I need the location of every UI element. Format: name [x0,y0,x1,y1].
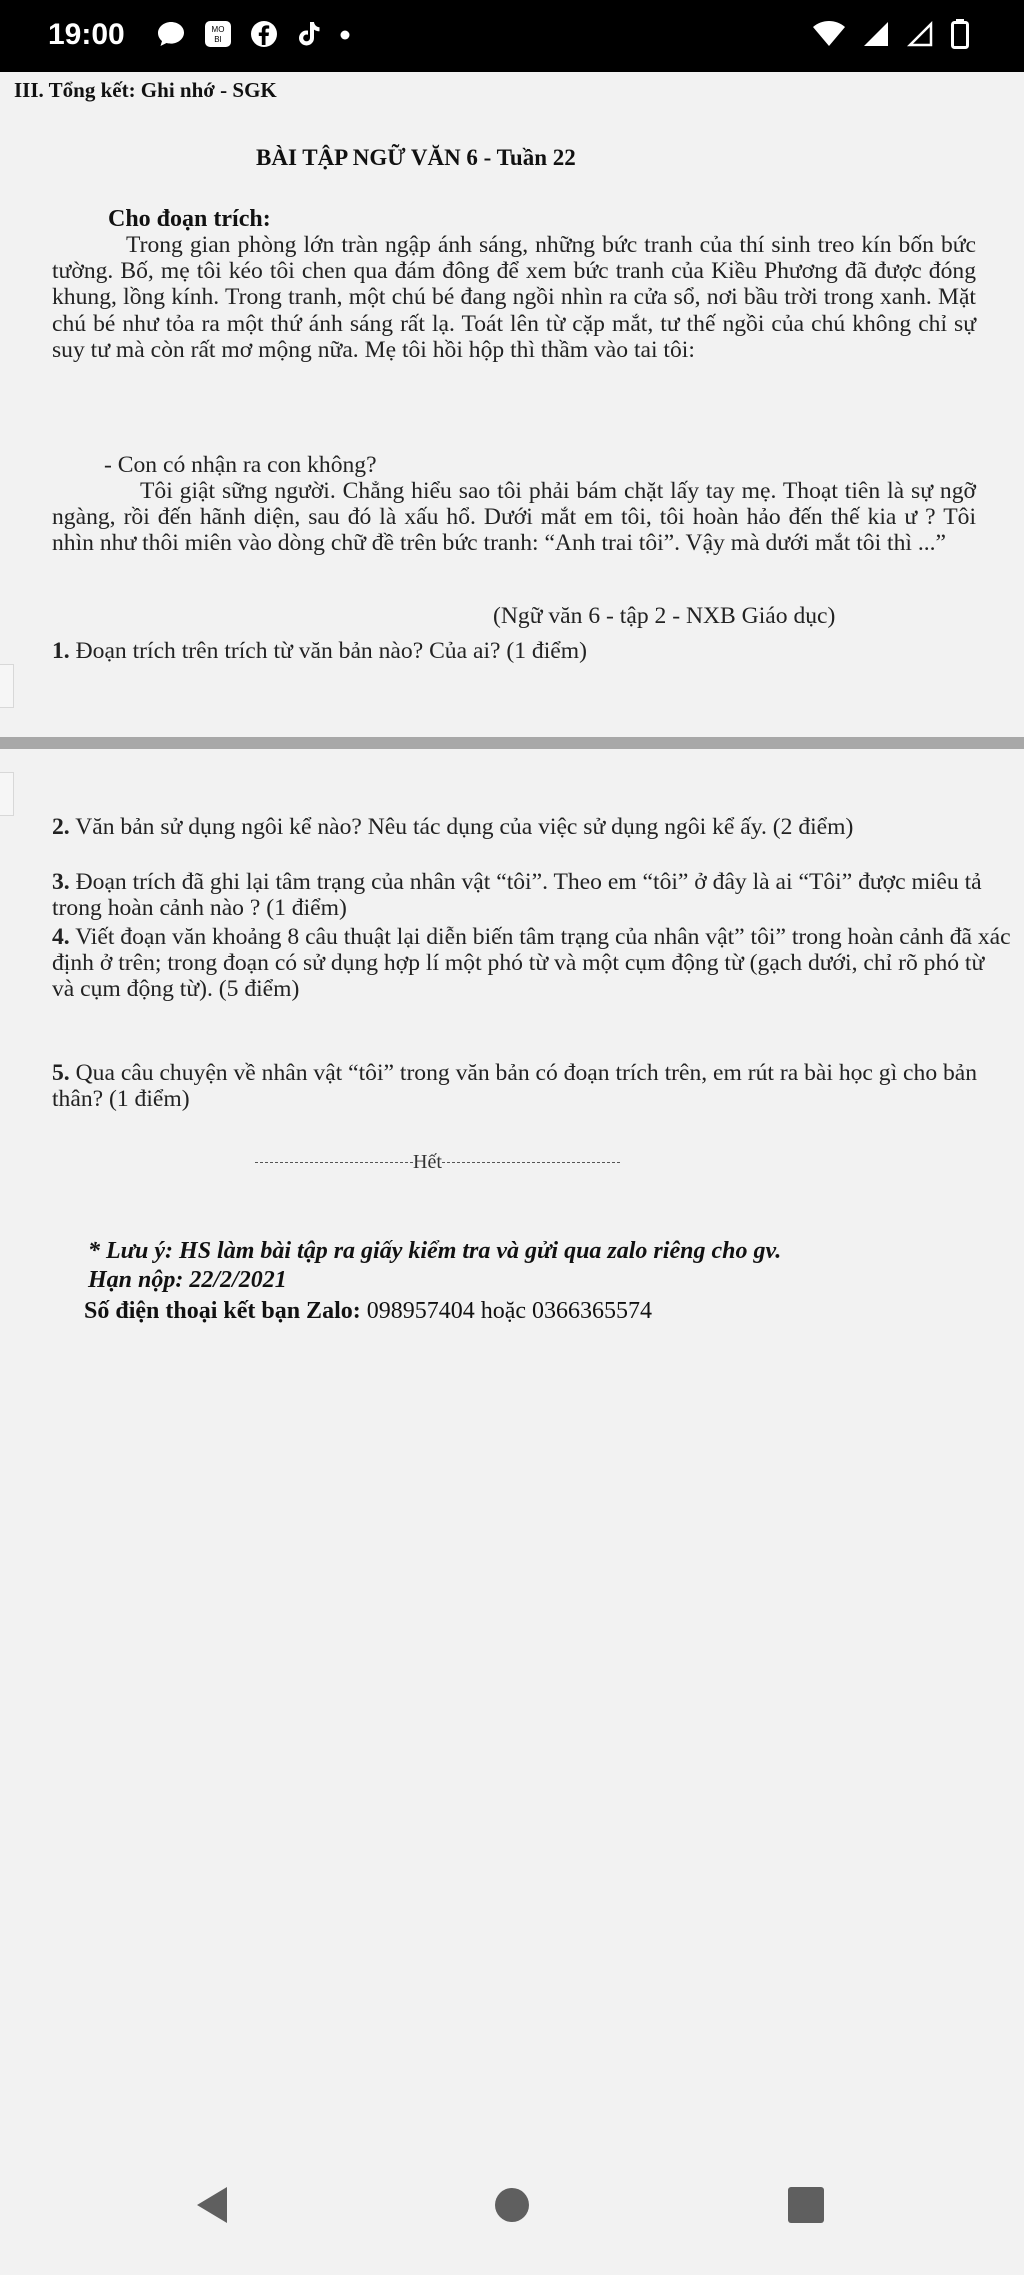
question-text: Viết đoạn văn khoảng 8 câu thuật lại diễn biến tâm trạng của nhân vật” tôi” trong hoàn cảnh đã xác định ở trên; trong đoạn có sử dụng hợp lí một phó từ và một cụm động từ (gạch dưới, chỉ rõ phó từ và cụm động từ). (5 điểm) [52,924,1011,1003]
section-title: III. Tổng kết: Ghi nhớ - SGK [14,78,277,102]
excerpt-paragraph-1: Trong gian phòng lớn tràn ngập ánh sáng, những bức tranh của thí sinh treo kín bốn bức tường. Bố, mẹ tôi kéo tôi chen qua đám đông để xem bức tranh của Kiều Phương đã được đóng khung, lồng kính. Trong tranh, một chú bé đang ngồi nhìn ra cửa sổ, nơi bầu trời trong xanh. Mặt chú bé như tỏa ra một thứ ánh sáng rất lạ. Toát lên từ cặp mắt, tư thế ngồi của chú không chỉ sự suy tư mà còn rất mơ mộng nữa. Mẹ tôi hồi hộp thì thầm vào tai tôi: [52,232,976,363]
question-text: Văn bản sử dụng ngôi kể nào? Nêu tác dụng của việc sử dụng ngôi kể ấy. (2 điểm) [75,814,854,840]
back-icon [183,2175,243,2235]
home-button[interactable] [482,2175,542,2235]
signal-empty-icon [906,19,934,54]
svg-text:MO: MO [211,25,225,34]
question-5 [52,1060,1012,1112]
excerpt-paragraph-2: Tôi giật sững người. Chẳng hiểu sao tôi phải bám chặt lấy tay mẹ. Thoạt tiên là sự ngỡ ngàng, rồi đến hãnh diện, sau đó là xấu hổ. Dưới mắt em tôi, tôi hoàn hảo đến thế kia ư ? Tôi nhìn như thôi miên vào dòng chữ đề trên bức tranh: “Anh trai tôi”. Vậy mà dưới mắt tôi thì ...” [52,478,976,557]
signal-icon [862,19,890,54]
question-number: 4. [52,924,70,950]
page-edge-marker [0,772,14,816]
page-divider [0,737,1024,749]
home-icon [482,2175,542,2235]
page-edge-marker [0,664,14,708]
system-icons [812,18,970,55]
wifi-icon [812,19,846,54]
svg-text:BI: BI [214,35,222,44]
dashed-rule [255,1162,413,1163]
phone-label: Số điện thoại kết bạn Zalo: [84,1298,361,1324]
question-text: Đoạn trích trên trích từ văn bản nào? Của ai? (1 điểm) [75,638,587,664]
end-text: Hết [413,1151,442,1173]
back-button[interactable] [183,2175,243,2235]
contact-line [84,1298,652,1325]
notification-icons [155,18,351,55]
mobile-app-icon [203,19,233,54]
status-time: 19:00 [48,18,125,51]
facebook-icon [249,19,279,54]
recents-button[interactable] [776,2175,836,2235]
navigation-bar [0,2135,1024,2275]
excerpt-dialogue: - Con có nhận ra con không? [104,452,377,478]
phone-numbers: 098957404 hoặc 0366365574 [366,1298,653,1324]
recents-icon [776,2175,836,2235]
question-text: Đoạn trích đã ghi lại tâm trạng của nhân vật “tôi”. Theo em “tôi” ở đây là ai “Tôi” được miêu tả trong hoàn cảnh nào ? (1 điểm) [52,869,982,922]
question-1 [52,638,1012,664]
question-4 [52,924,1012,1003]
excerpt-source: (Ngữ văn 6 - tập 2 - NXB Giáo dục) [493,603,836,629]
dashed-rule [442,1162,620,1163]
question-number: 5. [52,1060,70,1086]
chat-bubble-icon [155,18,187,55]
battery-icon [950,18,970,55]
dot-icon [339,28,351,46]
question-2 [52,814,1012,840]
question-text: Qua câu chuyện về nhân vật “tôi” trong văn bản có đoạn trích trên, em rút ra bài học gì cho bản thân? (1 điểm) [52,1060,978,1113]
tiktok-icon [295,19,323,54]
status-bar [0,0,1024,72]
question-3 [52,869,1012,921]
question-number: 1. [52,638,70,664]
submission-note: * Lưu ý: HS làm bài tập ra giấy kiểm tra và gửi qua zalo riêng cho gv. [88,1238,782,1264]
question-number: 2. [52,814,70,840]
question-number: 3. [52,869,70,895]
document-page[interactable] [0,72,1024,2135]
excerpt-heading: Cho đoạn trích: [108,206,271,232]
end-marker [255,1151,620,1174]
deadline: Hạn nộp: 22/2/2021 [88,1267,287,1293]
document-title: BÀI TẬP NGỮ VĂN 6 - Tuần 22 [256,145,576,170]
